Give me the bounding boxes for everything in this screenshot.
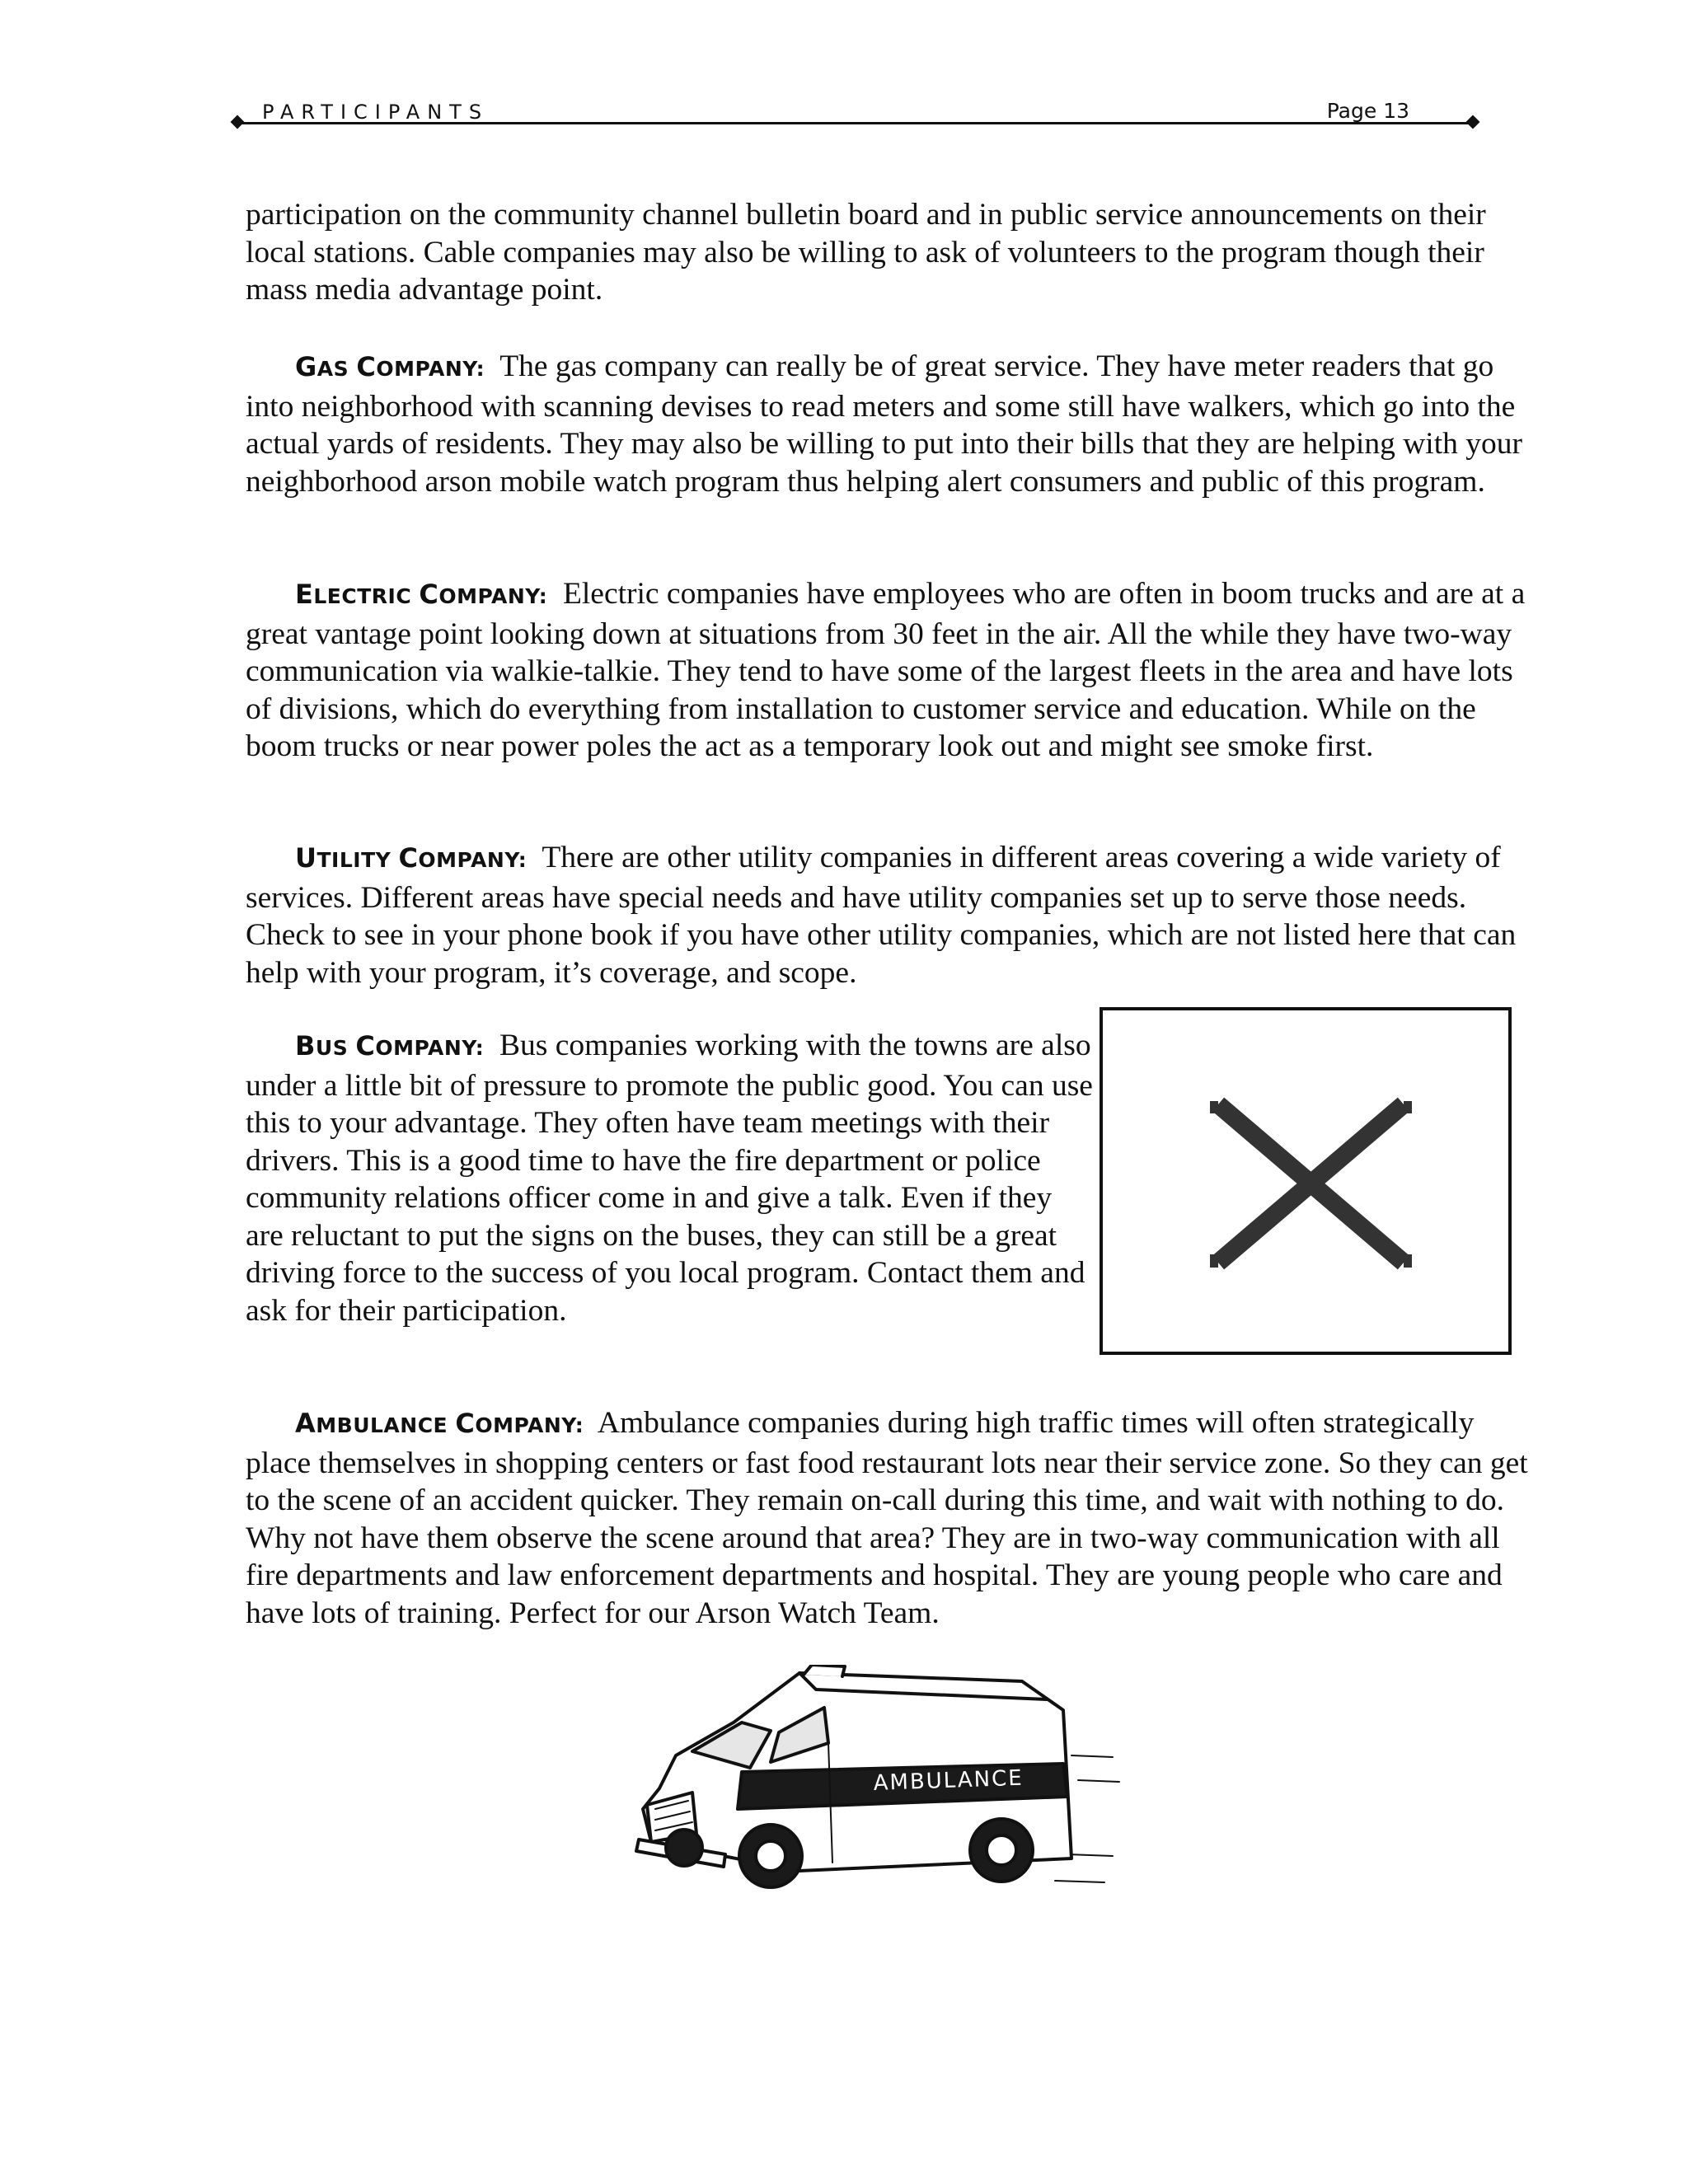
page-header: [239, 97, 1471, 130]
bus-company-heading: BUS COMPANY:: [295, 1030, 485, 1062]
gas-company-body: The gas company can really be of great service. They have meter readers that go into neighborhood with scanning devises to read meters and some still have walkers, which go into the actual yards of residents. They may also be willing to put into their bills that they are helping with your neighborhood arson mobile watch program thus helping alert consumers and public of this program.: [246, 349, 1522, 499]
diamond-bullet-icon: [231, 115, 245, 129]
electric-company-heading: ELECTRIC COMPANY:: [295, 579, 548, 610]
ambulance-label: AMBULANCE: [873, 1765, 1025, 1796]
intro-paragraph: participation on the community channel bulletin board and in public service announcements on their local stations. Cable companies may also be willing to ask of volunteers to the program though their mass media advantage point.: [246, 198, 1486, 307]
page-number: Page 13: [1326, 99, 1409, 123]
ambulance-company-body: Ambulance companies during high traffic times will often strategically place themselves in shopping centers or fast food restaurant lots near their service zone. So they can get to the scene of an accident quicker. They remain on-call during this time, and wait with nothing to do. Why not have them observe the scene around that area? They are in two-way communication with all fire departments and law enforcement departments and hospital. They are young people who care and have lots of training. Perfect for our Arson Watch Team.: [246, 1406, 1528, 1630]
ambulance-illustration: [626, 1665, 1121, 1904]
gas-company-heading: GAS COMPANY:: [295, 351, 485, 382]
missing-image-placeholder: [1100, 1007, 1512, 1355]
section-title: PARTICIPANTS: [262, 101, 490, 124]
close-x-icon: [1103, 1010, 1508, 1352]
diamond-bullet-icon: [1466, 115, 1480, 129]
electric-company-paragraph: [246, 575, 1531, 766]
ambulance-company-paragraph: [246, 1404, 1531, 1632]
bus-company-paragraph: [246, 1027, 1095, 1329]
utility-company-heading: UTILITY COMPANY:: [295, 842, 528, 874]
electric-company-body: Electric companies have employees who are often in boom trucks and are at a great vantage point looking down at situations from 30 feet in the air. All the while they have two-way communication via walkie-talkie. They tend to have some of the largest fleets in the area and have lots of divisions, which do everything from installation to customer service and education. While on the boom trucks or near power poles the act as a temporary look out and might see smoke first.: [246, 577, 1526, 763]
gas-company-paragraph: [246, 348, 1531, 500]
utility-company-paragraph: [246, 839, 1531, 991]
utility-company-body: There are other utility companies in different areas covering a wide variety of services. Different areas have special needs and have utility companies set up to serve those needs. Check to see in your phone book if you have other utility companies, which are not listed here that can help with your program, it’s coverage, and scope.: [246, 841, 1517, 990]
ambulance-company-heading: AMBULANCE COMPANY:: [295, 1408, 584, 1439]
bus-company-body: Bus companies working with the towns are also under a little bit of pressure to promote the public good. You can use this to your advantage. They often have team meetings with their drivers. This is a good time to have the fire department or police community relations officer come in and give a talk. Even if they are reluctant to put the signs on the buses, they can still be a great driving force to the success of you local program. Contact them and ask for their participation.: [246, 1029, 1093, 1328]
